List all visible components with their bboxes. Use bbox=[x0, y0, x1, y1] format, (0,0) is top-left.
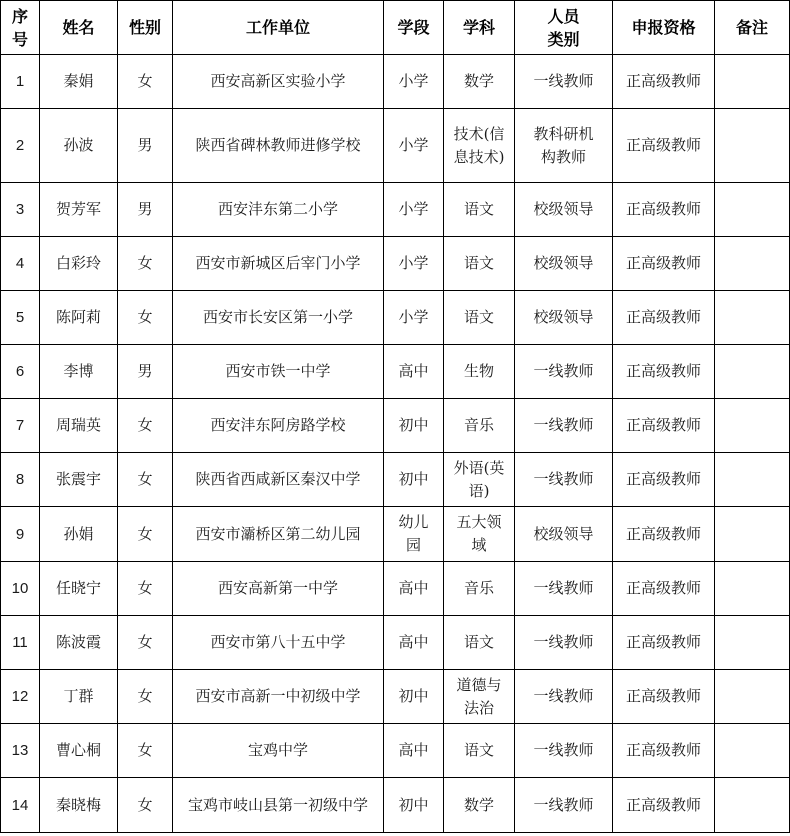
cell-name: 秦娟 bbox=[40, 55, 118, 109]
header-row bbox=[1, 1, 790, 55]
cell-qualification: 正高级教师 bbox=[613, 562, 715, 616]
cell-subject: 音乐 bbox=[444, 562, 515, 616]
table-row bbox=[1, 562, 790, 616]
table-row bbox=[1, 724, 790, 778]
cell-remark bbox=[715, 237, 790, 291]
cell-remark bbox=[715, 183, 790, 237]
cell-category: 校级领导 bbox=[515, 291, 613, 345]
cell-category: 一线教师 bbox=[515, 399, 613, 453]
cell-remark bbox=[715, 778, 790, 833]
cell-subject: 技术(信息技术) bbox=[444, 109, 515, 183]
cell-gender: 男 bbox=[118, 183, 173, 237]
cell-qualification: 正高级教师 bbox=[613, 55, 715, 109]
cell-gender: 女 bbox=[118, 562, 173, 616]
cell-unit: 西安高新区实验小学 bbox=[173, 55, 384, 109]
cell-subject: 数学 bbox=[444, 55, 515, 109]
cell-remark bbox=[715, 109, 790, 183]
cell-subject: 语文 bbox=[444, 237, 515, 291]
header-remark: 备注 bbox=[715, 1, 790, 55]
cell-gender: 男 bbox=[118, 109, 173, 183]
cell-gender: 女 bbox=[118, 399, 173, 453]
cell-category: 校级领导 bbox=[515, 237, 613, 291]
cell-stage: 初中 bbox=[384, 453, 444, 507]
cell-stage: 小学 bbox=[384, 109, 444, 183]
cell-unit: 西安市第八十五中学 bbox=[173, 616, 384, 670]
cell-subject: 数学 bbox=[444, 778, 515, 833]
header-gender: 性别 bbox=[118, 1, 173, 55]
cell-remark bbox=[715, 345, 790, 399]
cell-subject: 音乐 bbox=[444, 399, 515, 453]
header-name: 姓名 bbox=[40, 1, 118, 55]
cell-qualification: 正高级教师 bbox=[613, 724, 715, 778]
cell-unit: 西安市高新一中初级中学 bbox=[173, 670, 384, 724]
cell-subject: 语文 bbox=[444, 616, 515, 670]
cell-gender: 男 bbox=[118, 345, 173, 399]
cell-stage: 幼儿园 bbox=[384, 507, 444, 562]
table-row bbox=[1, 399, 790, 453]
cell-no: 7 bbox=[1, 399, 40, 453]
cell-name: 孙波 bbox=[40, 109, 118, 183]
cell-qualification: 正高级教师 bbox=[613, 399, 715, 453]
cell-remark bbox=[715, 55, 790, 109]
cell-stage: 初中 bbox=[384, 778, 444, 833]
header-no bbox=[1, 1, 40, 55]
cell-remark bbox=[715, 453, 790, 507]
cell-subject: 外语(英语) bbox=[444, 453, 515, 507]
cell-gender: 女 bbox=[118, 778, 173, 833]
cell-category: 一线教师 bbox=[515, 55, 613, 109]
cell-unit: 西安市铁一中学 bbox=[173, 345, 384, 399]
cell-remark bbox=[715, 562, 790, 616]
cell-name: 白彩玲 bbox=[40, 237, 118, 291]
cell-name: 李博 bbox=[40, 345, 118, 399]
header-qualification: 申报资格 bbox=[613, 1, 715, 55]
cell-stage: 高中 bbox=[384, 616, 444, 670]
cell-category: 一线教师 bbox=[515, 778, 613, 833]
cell-unit: 陕西省碑林教师进修学校 bbox=[173, 109, 384, 183]
cell-category: 教科研机构教师 bbox=[515, 109, 613, 183]
table-row bbox=[1, 778, 790, 833]
cell-no: 6 bbox=[1, 345, 40, 399]
table-row bbox=[1, 670, 790, 724]
cell-gender: 女 bbox=[118, 453, 173, 507]
cell-stage: 高中 bbox=[384, 562, 444, 616]
cell-unit: 西安市长安区第一小学 bbox=[173, 291, 384, 345]
cell-remark bbox=[715, 507, 790, 562]
cell-no: 9 bbox=[1, 507, 40, 562]
cell-name: 贺芳军 bbox=[40, 183, 118, 237]
cell-name: 丁群 bbox=[40, 670, 118, 724]
cell-unit: 西安市新城区后宰门小学 bbox=[173, 237, 384, 291]
cell-remark bbox=[715, 724, 790, 778]
cell-stage: 初中 bbox=[384, 670, 444, 724]
cell-gender: 女 bbox=[118, 237, 173, 291]
header-unit: 工作单位 bbox=[173, 1, 384, 55]
cell-no: 1 bbox=[1, 55, 40, 109]
header-category bbox=[515, 1, 613, 55]
cell-subject: 语文 bbox=[444, 183, 515, 237]
cell-category: 一线教师 bbox=[515, 616, 613, 670]
cell-no: 11 bbox=[1, 616, 40, 670]
cell-gender: 女 bbox=[118, 724, 173, 778]
cell-unit: 西安沣东第二小学 bbox=[173, 183, 384, 237]
cell-no: 14 bbox=[1, 778, 40, 833]
cell-remark bbox=[715, 670, 790, 724]
cell-gender: 女 bbox=[118, 55, 173, 109]
cell-qualification: 正高级教师 bbox=[613, 507, 715, 562]
cell-name: 曹心桐 bbox=[40, 724, 118, 778]
table-row bbox=[1, 453, 790, 507]
cell-name: 任晓宁 bbox=[40, 562, 118, 616]
cell-no: 5 bbox=[1, 291, 40, 345]
cell-no: 2 bbox=[1, 109, 40, 183]
cell-unit: 西安高新第一中学 bbox=[173, 562, 384, 616]
cell-category: 一线教师 bbox=[515, 670, 613, 724]
cell-gender: 女 bbox=[118, 291, 173, 345]
cell-subject: 语文 bbox=[444, 291, 515, 345]
cell-category: 一线教师 bbox=[515, 345, 613, 399]
cell-remark bbox=[715, 399, 790, 453]
cell-qualification: 正高级教师 bbox=[613, 453, 715, 507]
cell-remark bbox=[715, 616, 790, 670]
cell-subject: 道德与法治 bbox=[444, 670, 515, 724]
cell-stage: 高中 bbox=[384, 724, 444, 778]
cell-category: 校级领导 bbox=[515, 507, 613, 562]
cell-qualification: 正高级教师 bbox=[613, 670, 715, 724]
table-row bbox=[1, 507, 790, 562]
cell-stage: 小学 bbox=[384, 55, 444, 109]
cell-no: 12 bbox=[1, 670, 40, 724]
cell-category: 一线教师 bbox=[515, 453, 613, 507]
cell-name: 秦晓梅 bbox=[40, 778, 118, 833]
cell-qualification: 正高级教师 bbox=[613, 291, 715, 345]
cell-no: 13 bbox=[1, 724, 40, 778]
cell-gender: 女 bbox=[118, 507, 173, 562]
table-row bbox=[1, 55, 790, 109]
cell-unit: 陕西省西咸新区秦汉中学 bbox=[173, 453, 384, 507]
cell-category: 一线教师 bbox=[515, 724, 613, 778]
cell-no: 10 bbox=[1, 562, 40, 616]
header-category-line2: 类别 bbox=[547, 29, 580, 49]
cell-qualification: 正高级教师 bbox=[613, 778, 715, 833]
cell-stage: 小学 bbox=[384, 183, 444, 237]
header-category-line1: 人员 bbox=[547, 6, 580, 26]
cell-category: 校级领导 bbox=[515, 183, 613, 237]
cell-qualification: 正高级教师 bbox=[613, 237, 715, 291]
table-row bbox=[1, 291, 790, 345]
cell-name: 陈波霞 bbox=[40, 616, 118, 670]
cell-gender: 女 bbox=[118, 616, 173, 670]
cell-stage: 高中 bbox=[384, 345, 444, 399]
table-row bbox=[1, 616, 790, 670]
cell-stage: 小学 bbox=[384, 237, 444, 291]
cell-unit: 西安市灞桥区第二幼儿园 bbox=[173, 507, 384, 562]
cell-subject: 五大领域 bbox=[444, 507, 515, 562]
cell-name: 孙娟 bbox=[40, 507, 118, 562]
table-row bbox=[1, 183, 790, 237]
cell-stage: 初中 bbox=[384, 399, 444, 453]
cell-unit: 宝鸡中学 bbox=[173, 724, 384, 778]
cell-qualification: 正高级教师 bbox=[613, 109, 715, 183]
cell-gender: 女 bbox=[118, 670, 173, 724]
cell-stage: 小学 bbox=[384, 291, 444, 345]
cell-no: 8 bbox=[1, 453, 40, 507]
table-row bbox=[1, 345, 790, 399]
cell-name: 陈阿莉 bbox=[40, 291, 118, 345]
cell-name: 周瑞英 bbox=[40, 399, 118, 453]
table-row bbox=[1, 237, 790, 291]
header-no-line1: 序 bbox=[11, 6, 28, 26]
cell-unit: 西安沣东阿房路学校 bbox=[173, 399, 384, 453]
cell-no: 3 bbox=[1, 183, 40, 237]
cell-no: 4 bbox=[1, 237, 40, 291]
cell-unit: 宝鸡市岐山县第一初级中学 bbox=[173, 778, 384, 833]
cell-qualification: 正高级教师 bbox=[613, 616, 715, 670]
cell-name: 张震宇 bbox=[40, 453, 118, 507]
cell-category: 一线教师 bbox=[515, 562, 613, 616]
table-row bbox=[1, 109, 790, 183]
roster-body bbox=[1, 55, 790, 833]
header-subject: 学科 bbox=[444, 1, 515, 55]
header-no-line2: 号 bbox=[11, 29, 28, 49]
header-stage: 学段 bbox=[384, 1, 444, 55]
cell-qualification: 正高级教师 bbox=[613, 183, 715, 237]
cell-qualification: 正高级教师 bbox=[613, 345, 715, 399]
cell-subject: 语文 bbox=[444, 724, 515, 778]
cell-remark bbox=[715, 291, 790, 345]
cell-subject: 生物 bbox=[444, 345, 515, 399]
